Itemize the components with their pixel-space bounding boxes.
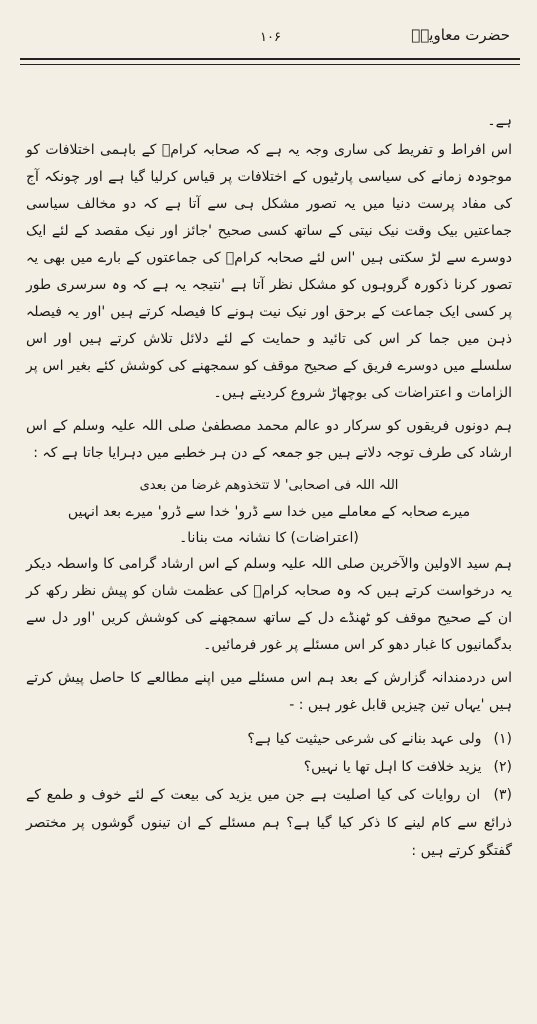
list-number: (۲) <box>493 759 512 775</box>
page-header <box>40 16 510 56</box>
header-rule-thick <box>20 58 520 60</box>
paragraph: ہم سید الاولین والآخرین صلی اللہ علیہ وسلم کے اس ارشاد گرامی کا واسطہ دیکر یہ درخواست کرتے ہیں کہ وہ صحابہ کرامؓ کی عظمت شان کو پیش نظر رکھ کر ان کے صحیح موقف کو ٹھنڈے دل کے ساتھ سمجھنے کی کوشش کریں 'اور دل سے بدگمانیوں کا غبار دھو کر اس مسئلے پر غور فرمائیں۔ <box>26 556 512 653</box>
hadith-translation-line-2: (اعتراضات) کا نشانہ مت بنانا۔ <box>179 530 359 546</box>
running-title: حضرت معاویہؓ <box>411 26 510 44</box>
page-number: ۱۰۶ <box>260 30 281 45</box>
list-item <box>26 725 512 753</box>
list-text: یزید خلافت کا اہل تھا یا نہیں؟ <box>303 759 482 775</box>
hadith-translation-line-1: میرے صحابہ کے معاملے میں خدا سے ڈرو' خدا سے ڈرو' میرے بعد انہیں <box>67 504 471 520</box>
list-item <box>26 753 512 781</box>
paragraph: اس دردمندانہ گزارش کے بعد ہم اس مسئلے میں اپنے مطالعے کا حاصل پیش کرتے ہیں 'یہاں تین چیزیں قابل غور ہیں : - <box>26 670 512 713</box>
paragraph: ہم دونوں فریقوں کو سرکار دو عالم محمد مصطفیٰ صلی اللہ علیہ وسلم کے اس ارشاد کی طرف توجہ دلاتے ہیں جو جمعہ کے دن ہر خطبے میں دہرایا جاتا ہے کہ : <box>26 418 512 461</box>
continuation-text: ہے۔ <box>487 113 512 129</box>
list-item <box>26 781 512 865</box>
hadith-arabic: اللہ اللہ فی اصحابی' لا تتخذوھم غرضا من بعدی <box>139 478 399 493</box>
page-body <box>26 108 512 865</box>
list-text: ان روایات کی کیا اصلیت ہے جن میں یزید کی بیعت کے لئے خوف و طمع کے ذرائع سے کام لینے کا ذکر کیا گیا ہے؟ ہم مسئلے کے ان تینوں گوشوں پر مختصر گفتگو کرتے ہیں : <box>26 787 512 859</box>
list-text: ولی عہد بنانے کی شرعی حیثیت کیا ہے؟ <box>247 731 482 747</box>
question-list <box>26 725 512 865</box>
list-number: (۱) <box>493 731 512 747</box>
header-rule-thin <box>20 64 520 65</box>
list-number: (۳) <box>493 787 513 803</box>
paragraph: اس افراط و تفریط کی ساری وجہ یہ ہے کہ صحابہ کرامؓ کے باہمی اختلافات کو موجودہ زمانے کی سیاسی پارٹیوں کے اختلافات پر قیاس کرلیا گیا ہے اور چونکہ آج کی مفاد پرست دنیا میں یہ تصور مشکل ہی سے آتا ہے کہ دو مخالف سیاسی جماعتیں بیک وقت نیک نیتی کے ساتھ کسی صحیح 'جائز اور نیک مقصد کے لئے ایک دوسرے سے لڑ سکتی ہیں 'اس لئے صحابہ کرامؓ کی جماعتوں کے بارے میں بھی یہ تصور کرنا ذکورہ گروہوں کو مشکل نظر آتا ہے 'نتیجہ یہ ہے کہ وہ سرسری طور پر کسی ایک جماعت کے برحق اور نیک نیت ہونے کا فیصلہ کرتے ہیں 'اور یہ فیصلہ ذہن میں جما کر اس کی تائید و حمایت کے لئے دلائل تلاش کرتے ہیں اور اس سلسلے میں دوسرے فریق کے صحیح موقف کو سمجھنے کی کوشش کئے بغیر اس پر الزامات و اعتراضات کی بوچھاڑ شروع کردیتے ہیں۔ <box>26 142 512 401</box>
